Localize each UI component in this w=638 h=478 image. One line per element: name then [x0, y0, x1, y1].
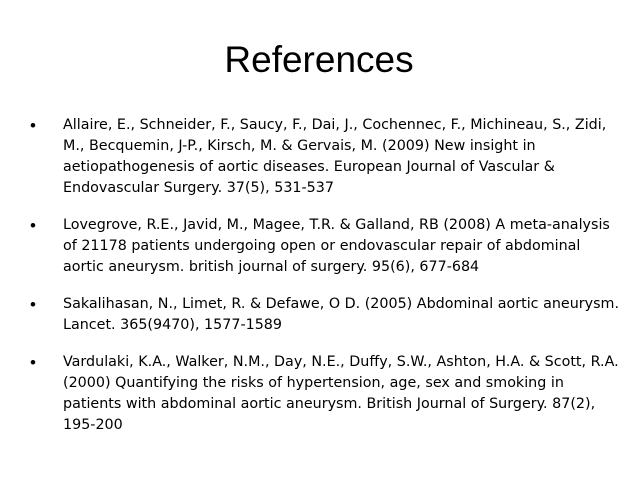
reference-text: Vardulaki, K.A., Walker, N.M., Day, N.E., Duffy, S.W., Ashton, H.A. & Scott, R.A. (2000) Quantifying the risks of hypertension, age, sex and smoking in patients with abdominal aortic aneurysm. British Journal of Surgery. 87(2), 195-200: [63, 354, 619, 433]
reference-text: Lovegrove, R.E., Javid, M., Magee, T.R. & Galland, RB (2008) A meta-analysis of 21178 patients undergoing open or endovascular repair of abdominal aortic aneurysm. british journal of surgery. 95(6), 677-684: [63, 217, 610, 275]
reference-list: [30, 115, 620, 452]
slide-title: References: [224, 39, 414, 80]
bullet-icon: •: [30, 353, 36, 372]
reference-item: [30, 352, 620, 436]
reference-item: [30, 215, 620, 278]
reference-text: Allaire, E., Schneider, F., Saucy, F., Dai, J., Cochennec, F., Michineau, S., Zidi, M., Becquemin, J-P., Kirsch, M. & Gervais, M. (2009) New insight in aetiopathogenesis of aortic diseases. European Journal of Vascular & Endovascular Surgery. 37(5), 531-537: [63, 117, 607, 196]
reference-text: Sakalihasan, N., Limet, R. & Defawe, O D. (2005) Abdominal aortic aneurysm. Lancet. 365(9470), 1577-1589: [63, 296, 620, 333]
bullet-icon: •: [30, 116, 36, 135]
bullet-icon: •: [30, 216, 36, 235]
reference-item: [30, 294, 620, 336]
bullet-icon: •: [30, 295, 36, 314]
reference-item: [30, 115, 620, 199]
